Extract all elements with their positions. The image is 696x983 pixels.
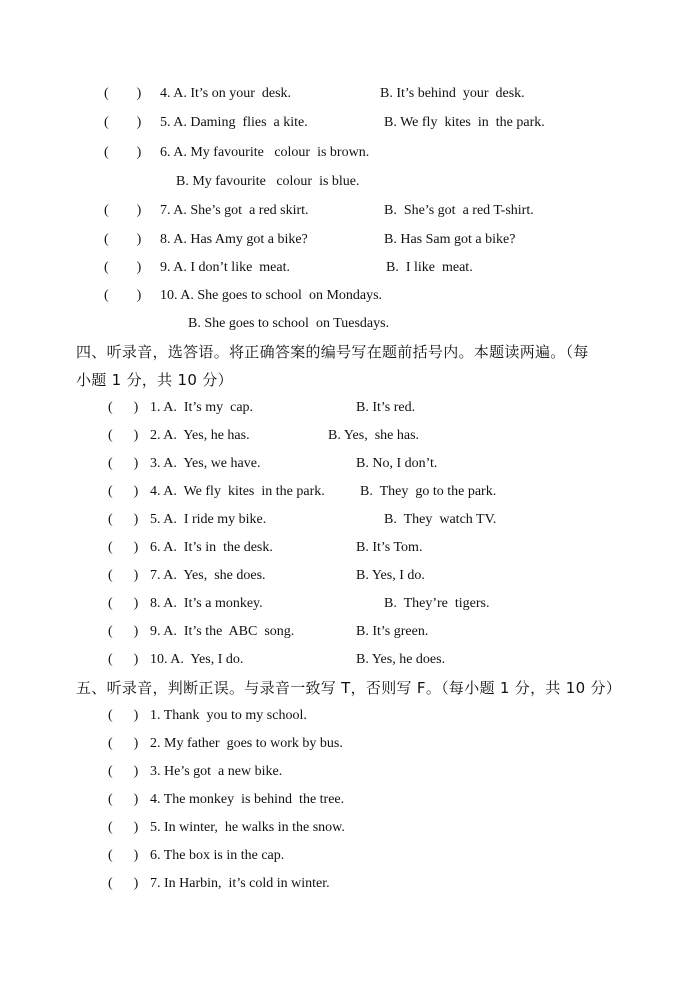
option-a: 9. A. It’s the ABC song.	[150, 624, 295, 639]
option-a: 1. A. It’s my cap.	[150, 400, 254, 415]
option-a: 7. A. She’s got a red skirt.	[160, 203, 309, 218]
answer-bracket[interactable]: ( )	[108, 428, 139, 443]
option-a: 10. A. She goes to school on Mondays.	[160, 288, 383, 303]
section-heading: 四、听录音，选答语。将正确答案的编号写在题前括号内。本题读两遍。（每	[76, 343, 589, 361]
option-b: B. It’s red.	[356, 400, 416, 415]
option-a: 5. A. Daming flies a kite.	[160, 115, 308, 130]
answer-bracket[interactable]: ( )	[104, 145, 142, 160]
answer-bracket[interactable]: ( )	[108, 764, 139, 779]
option-a: 8. A. Has Amy got a bike?	[160, 232, 308, 247]
answer-bracket[interactable]: ( )	[108, 596, 139, 611]
answer-bracket[interactable]: ( )	[104, 232, 142, 247]
option-a: 6. A. My favourite colour is brown.	[160, 145, 370, 160]
option-b: B. We fly kites in the park.	[384, 115, 545, 130]
option-b: B. It’s behind your desk.	[380, 86, 525, 101]
answer-bracket[interactable]: ( )	[104, 86, 142, 101]
option-b: B. They watch TV.	[384, 512, 497, 527]
option-a: 10. A. Yes, I do.	[150, 652, 244, 667]
answer-bracket[interactable]: ( )	[108, 848, 139, 863]
option-b: B. She goes to school on Tuesdays.	[188, 316, 390, 331]
answer-bracket[interactable]: ( )	[108, 512, 139, 527]
answer-bracket[interactable]: ( )	[108, 708, 139, 723]
option-a: 9. A. I don’t like meat.	[160, 260, 290, 275]
section-heading: 五、听录音，判断正误。与录音一致写 T，否则写 F。（每小题 1 分，共 10 分）	[76, 679, 622, 697]
option-b: B. She’s got a red T-shirt.	[384, 203, 534, 218]
answer-bracket[interactable]: ( )	[104, 203, 142, 218]
statement: 7. In Harbin, it’s cold in winter.	[150, 876, 330, 891]
answer-bracket[interactable]: ( )	[104, 288, 142, 303]
statement: 1. Thank you to my school.	[150, 708, 307, 723]
option-b: B. They’re tigers.	[384, 596, 490, 611]
answer-bracket[interactable]: ( )	[108, 568, 139, 583]
answer-bracket[interactable]: ( )	[108, 736, 139, 751]
statement: 6. The box is in the cap.	[150, 848, 285, 863]
option-a: 4. A. We fly kites in the park.	[150, 484, 325, 499]
answer-bracket[interactable]: ( )	[108, 876, 139, 891]
statement: 3. He’s got a new bike.	[150, 764, 283, 779]
answer-bracket[interactable]: ( )	[108, 652, 139, 667]
option-b: B. They go to the park.	[360, 484, 497, 499]
answer-bracket[interactable]: ( )	[108, 484, 139, 499]
option-b: B. I like meat.	[386, 260, 473, 275]
answer-bracket[interactable]: ( )	[104, 260, 142, 275]
option-b: B. It’s green.	[356, 624, 429, 639]
option-a: 7. A. Yes, she does.	[150, 568, 266, 583]
option-a: 5. A. I ride my bike.	[150, 512, 267, 527]
option-a: 6. A. It’s in the desk.	[150, 540, 273, 555]
option-b: B. My favourite colour is blue.	[176, 174, 360, 189]
option-b: B. It’s Tom.	[356, 540, 423, 555]
answer-bracket[interactable]: ( )	[108, 792, 139, 807]
statement: 2. My father goes to work by bus.	[150, 736, 343, 751]
option-b: B. Yes, he does.	[356, 652, 446, 667]
option-b: B. Yes, she has.	[328, 428, 420, 443]
option-a: 2. A. Yes, he has.	[150, 428, 250, 443]
answer-bracket[interactable]: ( )	[108, 456, 139, 471]
option-b: B. No, I don’t.	[356, 456, 438, 471]
section-heading-cont: 小题 1 分，共 10 分）	[76, 371, 233, 389]
option-a: 4. A. It’s on your desk.	[160, 86, 292, 101]
answer-bracket[interactable]: ( )	[108, 540, 139, 555]
option-a: 8. A. It’s a monkey.	[150, 596, 263, 611]
statement: 4. The monkey is behind the tree.	[150, 792, 345, 807]
answer-bracket[interactable]: ( )	[104, 115, 142, 130]
option-b: B. Has Sam got a bike?	[384, 232, 516, 247]
option-a: 3. A. Yes, we have.	[150, 456, 261, 471]
answer-bracket[interactable]: ( )	[108, 400, 139, 415]
answer-bracket[interactable]: ( )	[108, 820, 139, 835]
statement: 5. In winter, he walks in the snow.	[150, 820, 345, 835]
answer-bracket[interactable]: ( )	[108, 624, 139, 639]
option-b: B. Yes, I do.	[356, 568, 425, 583]
